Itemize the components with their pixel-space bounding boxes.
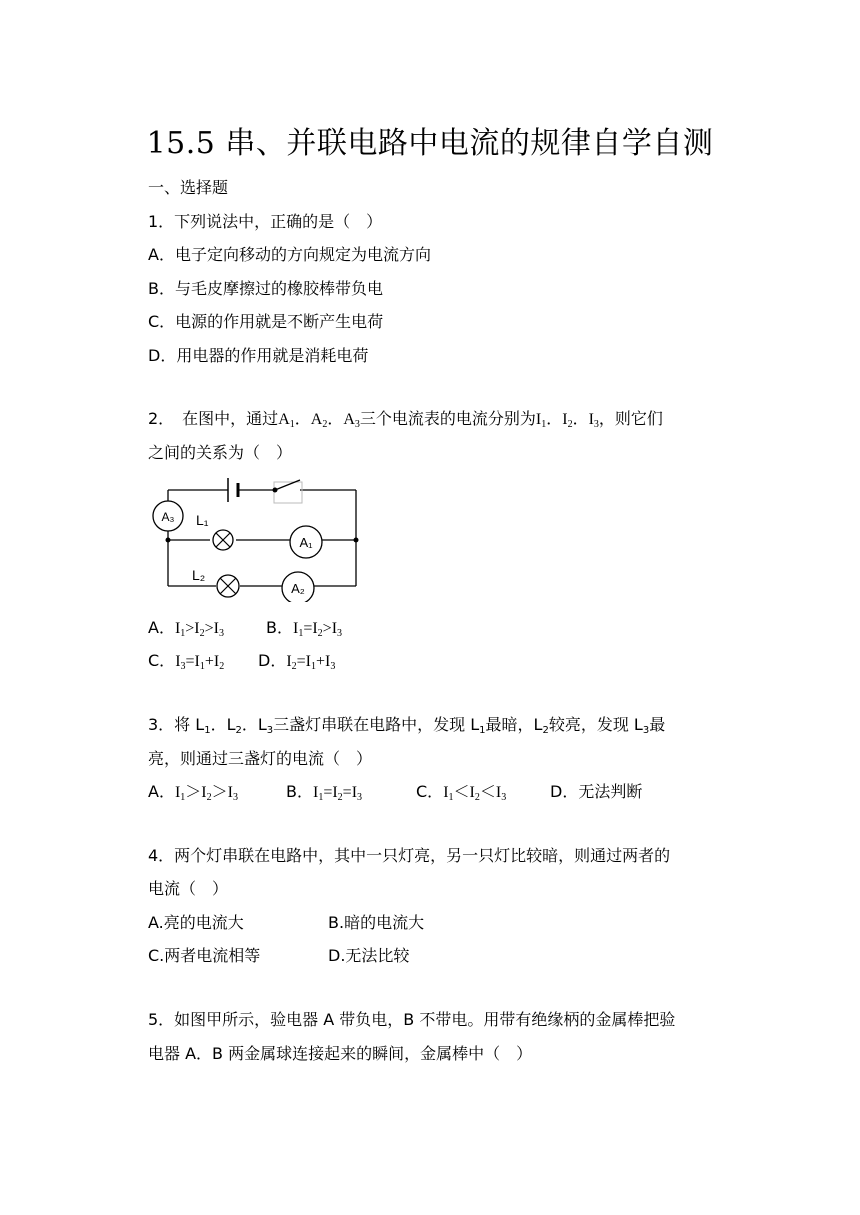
q3-options: A．$I_1>I_2>I_3$ B．$I_1=I_2=I_3$ C．$I_1<I_2<I_3$ D．无法判断 (148, 782, 643, 803)
svg-text:L₂: L₂ (192, 567, 206, 583)
q1-option-d: D．用电器的作用就是消耗电荷 (148, 346, 369, 365)
svg-text:L₁: L₁ (196, 512, 209, 528)
q1-option-b: B．与毛皮摩擦过的橡胶棒带负电 (148, 279, 383, 298)
q4-options-cd: C.两者电流相等 D.无法比较 (148, 946, 410, 965)
ammeter-a1 (290, 526, 322, 558)
q3-stem-line2: 亮，则通过三盏灯的电流（ ） (148, 749, 373, 768)
q1-stem: 1．下列说法中，正确的是（ ） (148, 212, 383, 231)
q3-stem: 3．将 $L_1$．$L_2$．$L_3$三盏灯串联在电路中，发现 $L_1$最暗，$L_2$较亮，发现 $L_3$最 (148, 715, 666, 736)
svg-text:A₃: A₃ (161, 510, 175, 524)
q2-stem-line2: 之间的关系为（ ） (148, 443, 293, 462)
junction-left (166, 538, 171, 543)
q1-option-c: C．电源的作用就是不断产生电荷 (148, 312, 384, 331)
lamp-l1 (196, 512, 233, 550)
q2-stem: 2． 在图中，通过$A_1$．$A_2$．$A_3$三个电流表的电流分别为$I_1$．$I_2$．$I_3$，则它们 (148, 409, 663, 430)
lamp-l2 (192, 567, 239, 597)
section-heading: 一、选择题 (148, 178, 229, 197)
q5-stem-line2: 电器 A．B 两金属球连接起来的瞬间，金属棒中（ ） (148, 1044, 533, 1063)
page-title: 15.5 串、并联电路中电流的规律自学自测 (146, 126, 714, 161)
q4-stem-line2: 电流（ ） (148, 879, 229, 898)
circuit-diagram (148, 472, 368, 602)
svg-text:A₂: A₂ (291, 581, 305, 596)
q5-stem: 5．如图甲所示，验电器 A 带负电，B 不带电。用带有绝缘柄的金属棒把验 (148, 1010, 676, 1029)
switch-symbol (273, 480, 303, 503)
ammeter-a2 (282, 572, 314, 602)
q2-options-ab: A．$I_1>I_2>I_3$ B．$I_1=I_2>I_3$ (148, 618, 343, 639)
junction-right (354, 538, 359, 543)
ammeter-a3 (153, 501, 183, 531)
q2-options-cd: C．$I_3=I_1+I_2$ D．$I_2=I_1+I_3$ (148, 651, 336, 672)
battery-symbol (228, 478, 238, 502)
q4-options-ab: A.亮的电流大 B.暗的电流大 (148, 913, 425, 932)
q4-stem: 4．两个灯串联在电路中，其中一只灯亮，另一只灯比较暗，则通过两者的 (148, 846, 671, 865)
svg-text:A₁: A₁ (299, 535, 313, 550)
q1-option-a: A．电子定向移动的方向规定为电流方向 (148, 245, 431, 264)
